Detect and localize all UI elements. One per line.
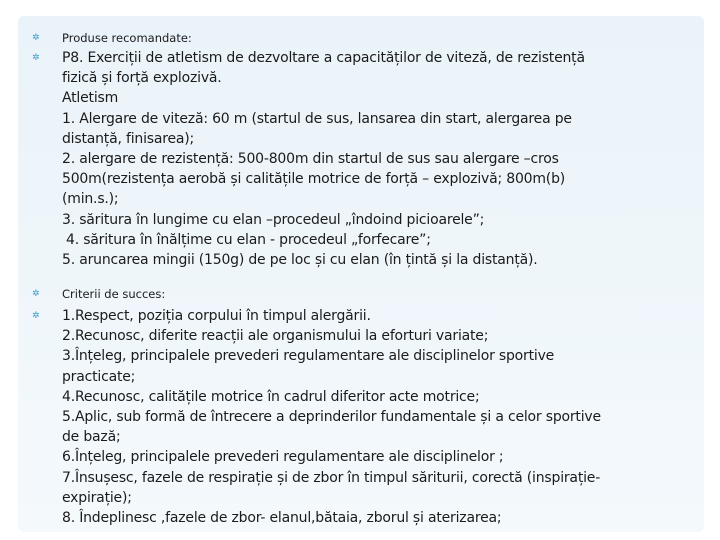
section-heading: Produse recomandate:	[62, 31, 192, 45]
text-line: 5.Aplic, sub formă de întrecere a deprinderilor fundamentale și a celor sportive	[62, 409, 601, 426]
text-line: 1.Respect, poziția corpului în timpul alergării.	[62, 308, 371, 324]
bullet-item	[32, 48, 682, 270]
text-line: 4.Recunosc, calitățile motrice în cadrul diferitor acte motrice;	[62, 388, 480, 405]
asterisk-bullet-icon: ✲	[32, 289, 40, 299]
text-line: 6.Înțeleg, principalele prevederi regulamentare ale disciplinelor ;	[62, 449, 504, 466]
section-p8-content	[32, 48, 682, 270]
text-line: 2.Recunosc, diferite reacții ale organismului la eforturi variate;	[62, 328, 489, 345]
text-line: 4. săritura în înălțime cu elan - procedeul „forfecare”;	[66, 231, 431, 248]
text-line: 500m(rezistența aerobă și calitățile motrice de forță – explozivă; 800m(b)	[62, 171, 566, 188]
text-line: P8. Exerciții de atletism de dezvoltare a capacităților de viteză, de rezistență	[62, 50, 585, 66]
text-line: 3.Înțeleg, principalele prevederi regulamentare ale disciplinelor sportive	[62, 348, 555, 365]
paragraph	[62, 48, 585, 270]
text-line: 8. Îndeplinesc ,fazele de zbor- elanul,bătaia, zborul și aterizarea;	[62, 510, 502, 527]
text-line: 1. Alergare de viteză: 60 m (startul de sus, lansarea din start, alergarea pe	[62, 110, 572, 127]
text-line: 7.Însușesc, fazele de respirație și de zbor în timpul săriturii, corectă (inspirație-	[62, 469, 601, 486]
text-line: fizică și forță explozivă.	[62, 70, 222, 87]
bullet-item	[32, 287, 682, 301]
text-line: 3. săritura în lungime cu elan –procedeul „îndoind picioarele”;	[62, 211, 485, 228]
text-line: 2. alergare de rezistență: 500-800m din startul de sus sau alergare –cros	[62, 151, 559, 168]
section-heading: Criterii de succes:	[62, 287, 166, 301]
text-line: (min.s.);	[62, 191, 119, 208]
asterisk-bullet-icon: ✲	[32, 33, 40, 43]
text-line: Atletism	[62, 90, 119, 107]
bullet-item	[32, 306, 682, 528]
section-criterii-de-succes	[32, 287, 682, 301]
text-line: de bază;	[62, 429, 121, 446]
bullet-item	[32, 31, 682, 45]
text-line: 5. aruncarea mingii (150g) de pe loc și cu elan (în țintă și la distanță).	[62, 252, 538, 269]
asterisk-bullet-icon: ✲	[32, 53, 40, 63]
section-criteria-list	[32, 306, 682, 528]
text-line: expirație);	[62, 489, 132, 506]
text-line: practicate;	[62, 368, 136, 385]
text-line: distanță, finisarea);	[62, 130, 195, 147]
paragraph	[62, 306, 601, 528]
section-produse-recomandate	[32, 31, 682, 45]
asterisk-bullet-icon: ✲	[32, 311, 40, 321]
